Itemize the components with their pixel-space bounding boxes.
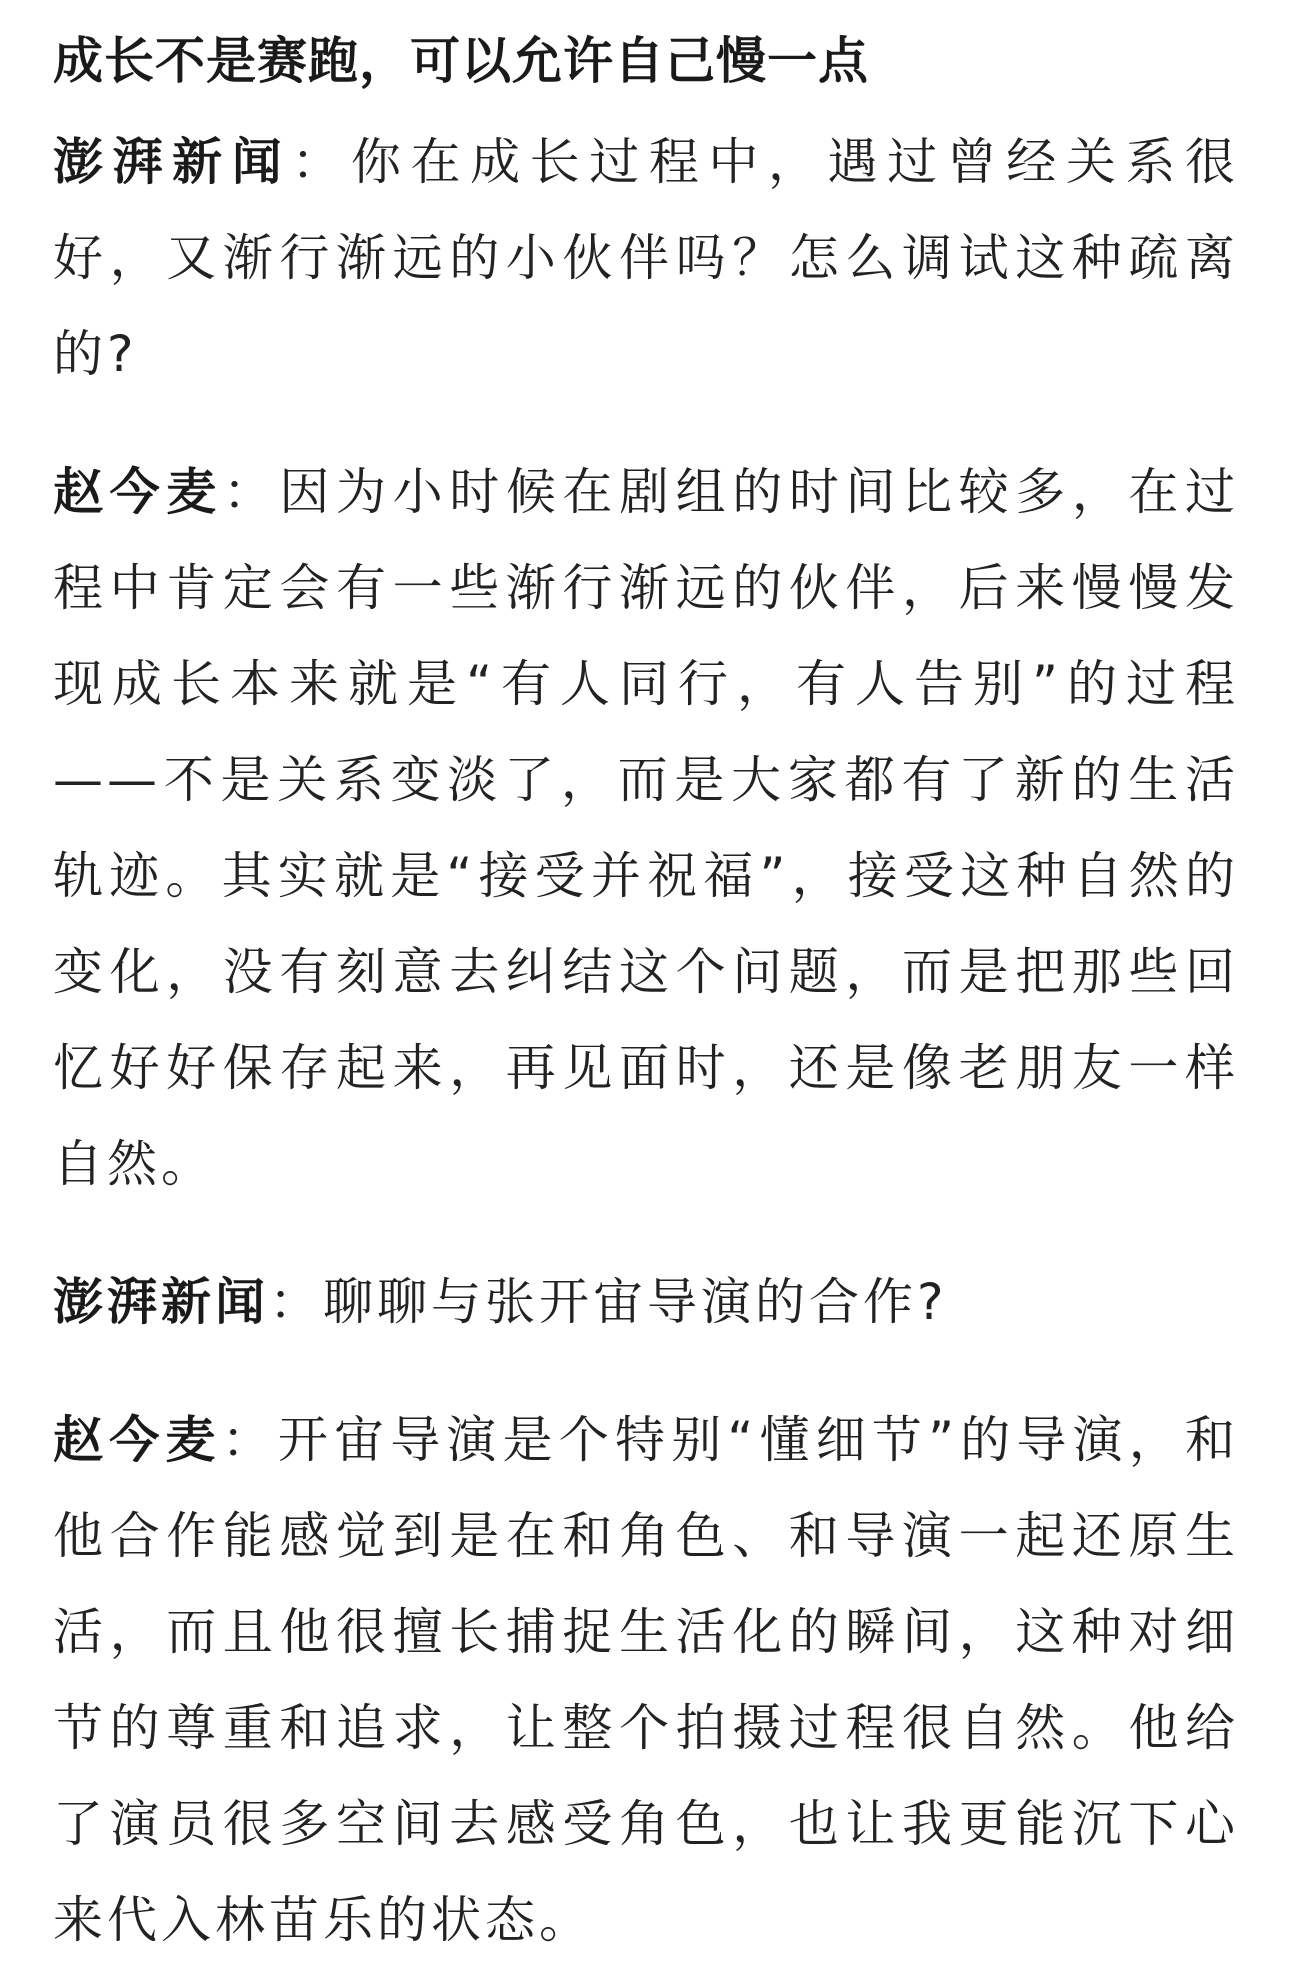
interview-question <box>53 1254 1239 1350</box>
speaker-name: 赵今麦 <box>53 1411 222 1469</box>
speaker-name: 赵今麦 <box>53 463 223 521</box>
interview-answer <box>53 1392 1239 1968</box>
question-text: 聊聊与张开宙导演的合作? <box>323 1273 948 1331</box>
article-body <box>53 0 1239 1968</box>
answer-text: 因为小时候在剧组的时间比较多，在过程中肯定会有一些渐行渐远的伙伴，后来慢慢发现成长本来就是“有人同行，有人告别”的过程——不是关系变淡了，而是大家都有了新的生活轨迹。其实就是“接受并祝福”，接受这种自然的变化，没有刻意去纠结这个问题，而是把那些回忆好好保存起来，再见面时，还是像老朋友一样自然。 <box>53 463 1240 1193</box>
question-text: 你在成长过程中，遇过曾经关系很好，又渐行渐远的小伙伴吗？怎么调试这种疏离的? <box>53 133 1240 383</box>
speaker-colon: ： <box>221 1411 278 1469</box>
speaker-colon: ： <box>269 1273 323 1331</box>
answer-text: 开宙导演是个特别“懂细节”的导演，和他合作能感觉到是在和角色、和导演一起还原生活，而且他很擅长捕捉生活化的瞬间，这种对细节的尊重和追求，让整个拍摄过程很自然。他给了演员很多空间去感受角色，也让我更能沉下心来代入林苗乐的状态。 <box>53 1411 1240 1949</box>
interview-answer <box>53 444 1239 1212</box>
interview-question <box>53 114 1239 402</box>
speaker-colon: ： <box>291 133 351 191</box>
speaker-colon: ： <box>222 463 280 521</box>
speaker-name: 澎湃新闻 <box>53 133 292 191</box>
section-title: 成长不是赛跑，可以允许自己慢一点 <box>53 32 869 90</box>
speaker-name: 澎湃新闻 <box>53 1273 269 1331</box>
